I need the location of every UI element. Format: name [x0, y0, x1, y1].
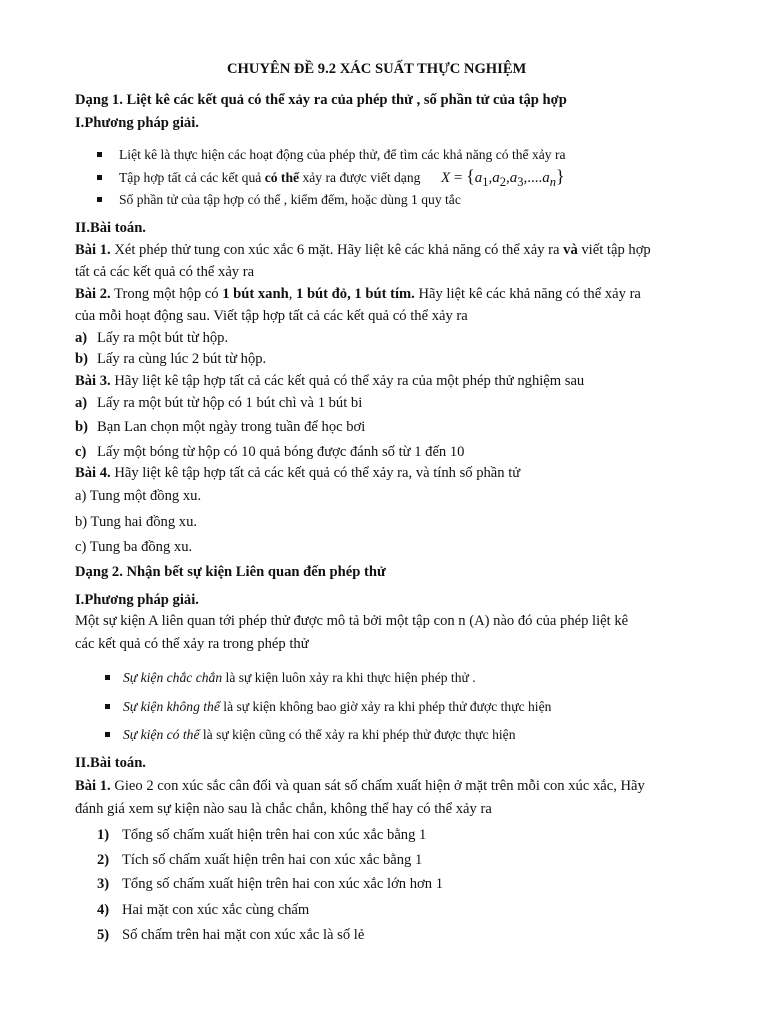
section-2-paragraph-line-1: Một sự kiện A liên quan tới phép thử được mô tả bởi một tập con n (A) nào đó của phép liệt kê — [75, 613, 629, 629]
exercise-2-line-2: của mỗi hoạt động sau. Viết tập hợp tất cả các kết quả có thể xảy ra — [75, 308, 468, 324]
bullet-square-icon — [105, 704, 110, 709]
exercise-1-line-1: Bài 1. Xét phép thử tung con xúc xắc 6 mặt. Hãy liệt kê các khả năng có thể xảy ra và viết tập hợp — [75, 242, 651, 258]
exercise-3-item-label: b) — [75, 419, 88, 435]
exercise-2-line-1: Bài 2. Trong một hộp có 1 bút xanh, 1 bút đỏ, 1 bút tím. Hãy liệt kê các khả năng có thể xảy ra — [75, 286, 641, 302]
method-bullet-2: Tập hợp tất cả các kết quả có thể xảy ra được viết dạng — [119, 170, 421, 185]
exercise-4-item: b) Tung hai đồng xu. — [75, 514, 198, 530]
exercise-4-item: c) Tung ba đồng xu. — [75, 539, 193, 555]
bullet-square-icon — [97, 197, 102, 202]
section-1-heading: Dạng 1. Liệt kê các kết quả có thể xảy ra của phép thử , số phần tử của tập hợp — [75, 92, 567, 108]
dice-event-label: 1) — [97, 827, 110, 843]
exercise-3-item-label: a) — [75, 395, 88, 411]
set-formula: $X = \{a_1,a_2,a_3,....a_n\}$ — [441, 166, 565, 189]
dice-event-text: Hai mặt con xúc xắc cùng chấm — [122, 902, 310, 918]
dice-event-label: 4) — [97, 902, 110, 918]
bullet-square-icon — [97, 175, 102, 180]
dice-event-text: Tổng số chấm xuất hiện trên hai con xúc xắc bằng 1 — [122, 827, 427, 843]
section-2-paragraph-line-2: các kết quả có thể xảy ra trong phép thử — [75, 636, 309, 652]
event-type-bullet: Sự kiện không thể là sự kiện không bao giờ xảy ra khi phép thử được thực hiện — [123, 699, 552, 714]
exercise-3-item-label: c) — [75, 444, 87, 460]
exercise-4-item: a) Tung một đồng xu. — [75, 488, 202, 504]
dice-event-text: Tổng số chấm xuất hiện trên hai con xúc xắc lớn hơn 1 — [122, 876, 444, 892]
exercise-3-item-text: Lấy ra một bút từ hộp có 1 bút chì và 1 bút bi — [97, 395, 363, 411]
bullet-square-icon — [105, 675, 110, 680]
exercise-2-item-text: Lấy ra cùng lúc 2 bút từ hộp. — [97, 351, 267, 367]
exercise-2-item-text: Lấy ra một bút từ hộp. — [97, 330, 229, 346]
event-type-bullet: Sự kiện chắc chắn là sự kiện luôn xảy ra khi thực hiện phép thử . — [123, 670, 476, 685]
section-2-method-heading: I.Phương pháp giải. — [75, 592, 199, 608]
exercise-4-line-1: Bài 4. Hãy liệt kê tập hợp tất cả các kết quả có thể xảy ra, và tính số phần tử — [75, 465, 521, 481]
exercise-2-item-label: b) — [75, 351, 88, 367]
exercise-2-item-label: a) — [75, 330, 88, 346]
dice-event-label: 3) — [97, 876, 110, 892]
section-1-exercises-heading: II.Bài toán. — [75, 220, 146, 236]
section-2-exercise-1-line-2: đánh giá xem sự kiện nào sau là chắc chắn, không thể hay có thể xảy ra — [75, 801, 492, 817]
dice-event-text: Số chấm trên hai mặt con xúc xắc là số lẻ — [122, 927, 365, 943]
exercise-3-line-1: Bài 3. Hãy liệt kê tập hợp tất cả các kết quả có thể xảy ra của một phép thử nghiệm sau — [75, 373, 585, 389]
method-bullet-3: Số phần tử của tập hợp có thể , kiểm đếm, hoặc dùng 1 quy tắc — [119, 192, 461, 207]
document-title: CHUYÊN ĐỀ 9.2 XÁC SUẤT THỰC NGHIỆM — [227, 61, 527, 77]
dice-event-text: Tích số chấm xuất hiện trên hai con xúc xắc bằng 1 — [122, 852, 423, 868]
exercise-1-line-2: tất cả các kết quả có thể xảy ra — [75, 264, 255, 280]
event-type-bullet: Sự kiện có thể là sự kiện cũng có thể xảy ra khi phép thử được thực hiện — [123, 727, 516, 742]
exercise-3-item-text: Lấy một bóng từ hộp có 10 quả bóng được đánh số từ 1 đến 10 — [97, 444, 465, 460]
section-2-exercises-heading: II.Bài toán. — [75, 755, 146, 771]
section-2-exercise-1-line-1: Bài 1. Gieo 2 con xúc sắc cân đối và quan sát số chấm xuất hiện ở mặt trên mỗi con xúc xắc, Hãy — [75, 778, 645, 794]
bullet-square-icon — [97, 152, 102, 157]
method-bullet-1: Liệt kê là thực hiện các hoạt động của phép thử, để tìm các khả năng có thể xảy ra — [119, 147, 566, 162]
section-2-heading: Dạng 2. Nhận bết sự kiện Liên quan đến phép thử — [75, 564, 386, 580]
exercise-3-item-text: Bạn Lan chọn một ngày trong tuần để học bơi — [97, 419, 366, 435]
dice-event-label: 2) — [97, 852, 110, 868]
section-1-method-heading: I.Phương pháp giải. — [75, 115, 199, 131]
dice-event-label: 5) — [97, 927, 110, 943]
bullet-square-icon — [105, 732, 110, 737]
